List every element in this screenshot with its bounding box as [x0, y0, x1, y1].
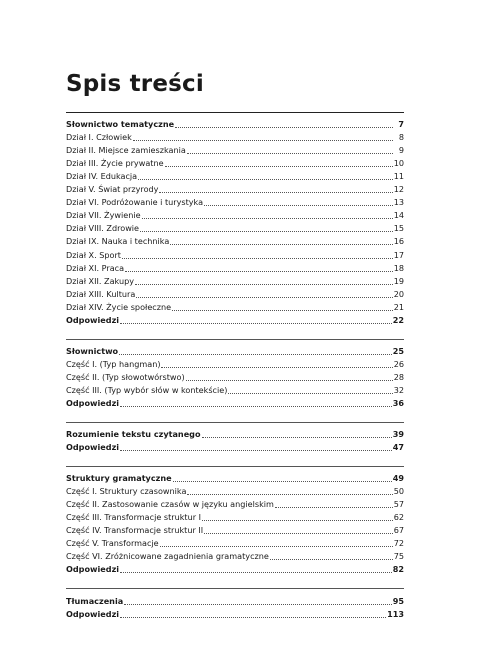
toc-entry-label: Odpowiedzi [66, 564, 120, 575]
toc-entry[interactable] [66, 313, 404, 326]
toc-entry-label: Część VI. Zróżnicowane zagadnienia gramatyczne [66, 551, 269, 562]
toc-entry-page-number: 36 [392, 397, 404, 408]
dot-leader [120, 572, 392, 573]
dot-leader [136, 297, 392, 298]
toc-entry[interactable] [66, 562, 404, 575]
toc-entry-page-number: 57 [393, 499, 404, 510]
toc-entry[interactable] [66, 523, 404, 536]
toc-entry-page-number: 15 [393, 223, 404, 234]
toc-entry-label: Dział XIV. Życie społeczne [66, 301, 172, 312]
toc-entry[interactable] [66, 497, 404, 510]
toc-entry-label: Dział I. Człowiek [66, 132, 132, 143]
toc-entry-label: Dział VI. Podróżowanie i turystyka [66, 197, 204, 208]
toc-entry-page-number: 20 [393, 288, 404, 299]
dot-leader [187, 494, 392, 495]
toc-entry-label: Odpowiedzi [66, 397, 120, 408]
dot-leader [187, 153, 393, 154]
dot-leader [120, 617, 386, 618]
toc-entry-page-number: 47 [392, 442, 404, 453]
toc-entry-label: Słownictwo tematyczne [66, 119, 175, 130]
toc-entry-page-number: 22 [392, 314, 404, 325]
toc-entry[interactable] [66, 130, 404, 143]
dot-leader [172, 310, 393, 311]
toc-entry-page-number: 49 [392, 473, 404, 484]
toc-entry-page-number: 18 [393, 262, 404, 273]
toc-entry-page-number: 113 [387, 608, 404, 619]
toc-section [66, 466, 404, 575]
toc-entry-label: Dział II. Miejsce zamieszkania [66, 145, 186, 156]
toc-entry-label: Część V. Transformacje [66, 538, 159, 549]
dot-leader [270, 559, 393, 560]
dot-leader [120, 450, 392, 451]
dot-leader [228, 393, 392, 394]
toc-entry-page-number: 9 [398, 145, 404, 156]
toc-entry-page-number: 8 [398, 132, 404, 143]
dot-leader [133, 140, 393, 141]
dot-leader [124, 604, 392, 605]
toc-entry-label: Część II. Zastosowanie czasów w języku angielskim [66, 499, 274, 510]
dot-leader [204, 205, 393, 206]
toc-entry[interactable] [66, 383, 404, 396]
toc-entry-page-number: 13 [393, 197, 404, 208]
toc-entry-page-number: 32 [393, 384, 404, 395]
toc-section [66, 339, 404, 409]
dot-leader [202, 437, 392, 438]
dot-leader [170, 244, 392, 245]
dot-leader [120, 323, 392, 324]
toc-entry-page-number: 25 [392, 345, 404, 356]
toc-entry-page-number: 17 [393, 249, 404, 260]
dot-leader [275, 507, 393, 508]
toc-entry-label: Dział XII. Zakupy [66, 275, 135, 286]
toc-entry-label: Część I. (Typ hangman) [66, 358, 161, 369]
dot-leader [142, 218, 393, 219]
toc-entry-page-number: 10 [393, 158, 404, 169]
toc-entry-label: Odpowiedzi [66, 314, 120, 325]
toc-entry-label: Część III. (Typ wybór słów w kontekście) [66, 384, 228, 395]
toc-entry[interactable] [66, 208, 404, 221]
toc-entry[interactable] [66, 221, 404, 234]
toc-entry-page-number: 11 [393, 171, 404, 182]
dot-leader [173, 481, 392, 482]
toc-entry-page-number: 82 [392, 564, 404, 575]
toc-entry-label: Dział X. Sport [66, 249, 121, 260]
toc-entry[interactable] [66, 182, 404, 195]
toc-entry[interactable] [66, 593, 404, 606]
toc-entry-page-number: 19 [393, 275, 404, 286]
toc-entry[interactable] [66, 156, 404, 169]
toc-entry-page-number: 16 [393, 236, 404, 247]
toc-entry[interactable] [66, 471, 404, 484]
dot-leader [125, 271, 393, 272]
dot-leader [161, 367, 392, 368]
toc-entry[interactable] [66, 440, 404, 453]
toc-entry[interactable] [66, 169, 404, 182]
dot-leader [160, 546, 393, 547]
toc-entry[interactable] [66, 484, 404, 497]
toc-section [66, 422, 404, 453]
toc-entry-page-number: 21 [393, 301, 404, 312]
toc-entry-page-number: 75 [393, 551, 404, 562]
toc-entry-page-number: 12 [393, 184, 404, 195]
toc-entry-label: Dział IX. Nauka i technika [66, 236, 170, 247]
toc-entry-page-number: 50 [393, 486, 404, 497]
toc-entry[interactable] [66, 607, 404, 620]
toc-entry[interactable] [66, 427, 404, 440]
dot-leader [204, 533, 393, 534]
toc-entry-label: Część II. (Typ słowotwórstwo) [66, 371, 185, 382]
dot-leader [202, 520, 393, 521]
toc-entry-label: Dział VIII. Zdrowie [66, 223, 140, 234]
toc-entry[interactable] [66, 536, 404, 549]
toc-entry[interactable] [66, 261, 404, 274]
toc-section [66, 112, 404, 326]
table-of-contents [66, 112, 404, 633]
toc-entry-label: Dział XI. Praca [66, 262, 125, 273]
toc-entry-page-number: 14 [393, 210, 404, 221]
toc-entry[interactable] [66, 510, 404, 523]
toc-entry[interactable] [66, 344, 404, 357]
toc-entry-page-number: 62 [393, 512, 404, 523]
dot-leader [159, 192, 392, 193]
toc-entry[interactable] [66, 357, 404, 370]
toc-entry-page-number: 95 [392, 595, 404, 606]
toc-entry-label: Rozumienie tekstu czytanego [66, 429, 201, 440]
toc-entry-label: Odpowiedzi [66, 442, 120, 453]
toc-entry[interactable] [66, 370, 404, 383]
toc-entry-label: Dział III. Życie prywatne [66, 158, 164, 169]
dot-leader [175, 127, 393, 128]
dot-leader [135, 284, 393, 285]
toc-entry-label: Struktury gramatyczne [66, 473, 172, 484]
dot-leader [120, 406, 392, 407]
toc-entry-label: Część IV. Transformacje struktur II [66, 525, 204, 536]
toc-entry-label: Dział V. Świat przyrody [66, 184, 159, 195]
toc-entry-label: Dział VII. Żywienie [66, 210, 141, 221]
toc-entry[interactable] [66, 234, 404, 247]
dot-leader [119, 354, 392, 355]
toc-entry[interactable] [66, 195, 404, 208]
toc-entry-page-number: 67 [393, 525, 404, 536]
toc-entry-page-number: 26 [393, 358, 404, 369]
toc-entry-label: Część III. Transformacje struktur I [66, 512, 202, 523]
toc-section [66, 588, 404, 619]
toc-entry[interactable] [66, 274, 404, 287]
dot-leader [138, 179, 393, 180]
toc-entry[interactable] [66, 287, 404, 300]
toc-entry[interactable] [66, 300, 404, 313]
page-title: Spis treści [66, 71, 204, 97]
toc-entry-label: Część I. Struktury czasownika [66, 486, 187, 497]
toc-entry-label: Dział IV. Edukacja [66, 171, 138, 182]
dot-leader [140, 231, 393, 232]
toc-entry-page-number: 7 [398, 119, 404, 130]
toc-entry-label: Odpowiedzi [66, 608, 120, 619]
toc-entry-page-number: 39 [392, 429, 404, 440]
toc-entry[interactable] [66, 117, 404, 130]
toc-entry-label: Dział XIII. Kultura [66, 288, 136, 299]
toc-entry[interactable] [66, 549, 404, 562]
toc-entry-label: Słownictwo [66, 345, 119, 356]
toc-entry[interactable] [66, 247, 404, 260]
toc-entry-page-number: 28 [393, 371, 404, 382]
toc-entry[interactable] [66, 143, 404, 156]
dot-leader [122, 258, 393, 259]
toc-entry-page-number: 72 [393, 538, 404, 549]
toc-entry[interactable] [66, 396, 404, 409]
dot-leader [186, 380, 393, 381]
toc-entry-label: Tłumaczenia [66, 595, 124, 606]
dot-leader [165, 166, 393, 167]
